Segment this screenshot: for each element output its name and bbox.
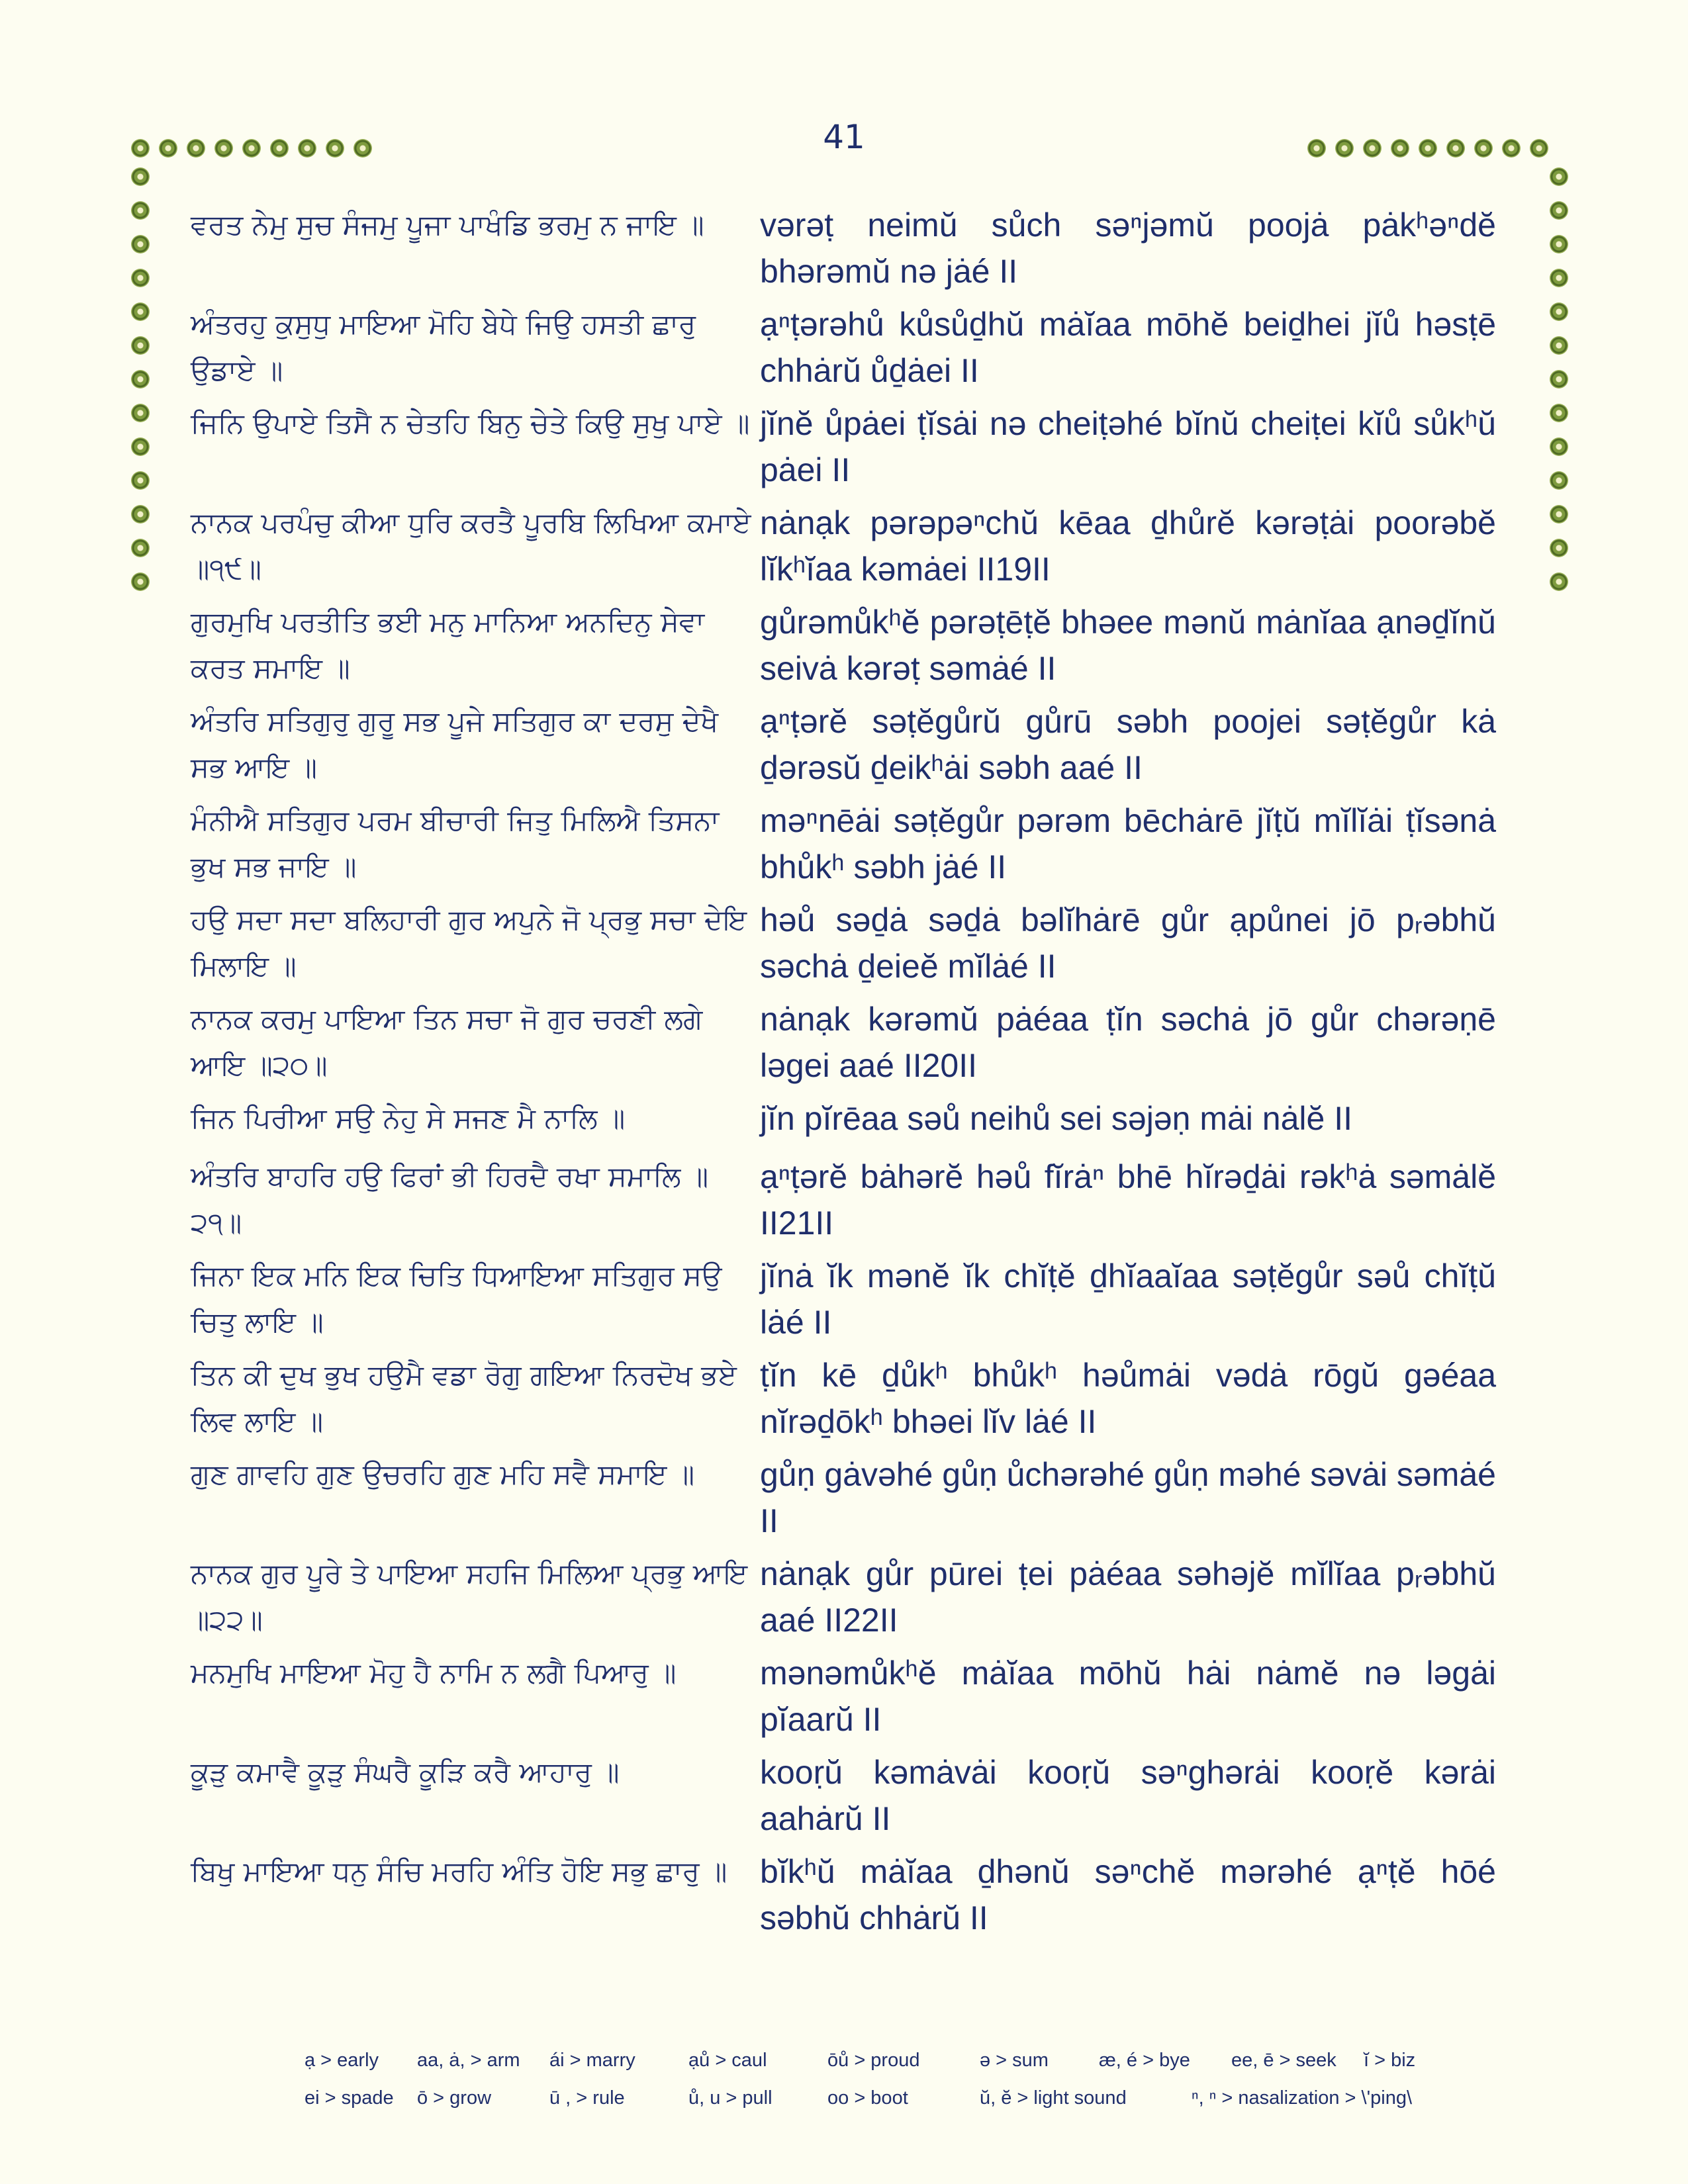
- legend-item: ĭ > biz: [1364, 2050, 1416, 2071]
- ornament-top-right: [1307, 139, 1548, 158]
- flower-icon: [1550, 505, 1568, 523]
- flower-icon: [1474, 139, 1493, 158]
- legend-item: æ, é > bye: [1099, 2050, 1190, 2071]
- flower-icon: [1391, 139, 1409, 158]
- verse-row: [191, 301, 1515, 400]
- flower-icon: [1363, 139, 1382, 158]
- flower-icon: [353, 139, 372, 158]
- ornament-top-left: [131, 139, 372, 158]
- gurmukhi-line: ਕੂੜੁ ਕਮਾਵੈ ਕੂੜੁ ਸੰਘਰੈ ਕੂੜਿ ਕਰੈ ਆਹਾਰੁ ॥: [191, 1756, 620, 1788]
- transliteration-line: kooṛŭ kəmȧvȧi kooṛŭ səⁿghərȧi kooṛĕ kərȧi aahȧrŭ II: [760, 1754, 1496, 1837]
- verse-row: [191, 500, 1515, 599]
- gurmukhi-line: ਨਾਨਕ ਪਰਪੰਚੁ ਕੀਆ ਧੁਰਿ ਕਰਤੈ ਪੂਰਬਿ ਲਿਖਿਆ ਕਮਾਏ ॥੧੯॥: [191, 506, 751, 585]
- flower-icon: [1502, 139, 1521, 158]
- flower-icon: [131, 437, 150, 456]
- flower-icon: [1446, 139, 1465, 158]
- verse-row: [191, 1749, 1515, 1848]
- flower-icon: [131, 370, 150, 388]
- transliteration-line: ạⁿṭərəhů kůsůḏhŭ mȧĭaa mōhĕ beiḏhei jĭů həsṭē chhȧrŭ ůḏȧei II: [760, 306, 1496, 389]
- gurmukhi-line: ਜਿਨ ਪਿਰੀਆ ਸਉ ਨੇਹੁ ਸੇ ਸਜਣ ਮੈ ਨਾਲਿ ॥: [191, 1102, 626, 1134]
- verse-row: [191, 1095, 1515, 1154]
- transliteration-line: gůṇ gȧvəhé gůṇ ůchərəhé gůṇ məhé səvȧi səmȧé II: [760, 1456, 1496, 1539]
- gurmukhi-line: ਬਿਖੁ ਮਾਇਆ ਧਨੁ ਸੰਚਿ ਮਰਹਿ ਅੰਤਿ ਹੋਇ ਸਭੁ ਛਾਰੁ ॥: [191, 1855, 727, 1888]
- transliteration-line: mənəmůkʰĕ mȧĭaa mōhŭ hȧi nȧmĕ nə ləgȧi pĭaarŭ II: [760, 1655, 1496, 1738]
- transliteration-line: jĭnȧ ĭk mənĕ ĭk chĭṭĕ ḏhĭaaĭaa səṭĕgůr səů chĭṭŭ lȧé II: [760, 1257, 1496, 1341]
- verse-row: [191, 599, 1515, 698]
- verse-row: [191, 202, 1515, 301]
- flower-icon: [298, 139, 316, 158]
- pronunciation-legend: [305, 2042, 1496, 2117]
- flower-icon: [1550, 370, 1568, 388]
- flower-icon: [131, 336, 150, 355]
- verse-row: [191, 1650, 1515, 1749]
- flower-icon: [1550, 572, 1568, 591]
- flower-icon: [1550, 201, 1568, 220]
- gurmukhi-line: ਅੰਤਰਹੁ ਕੁਸੁਧੁ ਮਾਇਆ ਮੋਹਿ ਬੇਧੇ ਜਿਉ ਹਸਤੀ ਛਾਰੁ ਉਡਾਏ ॥: [191, 308, 696, 387]
- flower-icon: [1550, 269, 1568, 287]
- flower-icon: [131, 404, 150, 422]
- transliteration-line: jĭnĕ ůpȧei ṭĭsȧi nə cheiṭəhé bĭnŭ cheiṭei kĭů sůkʰŭ pȧei II: [760, 405, 1496, 488]
- flower-icon: [131, 235, 150, 253]
- verse-row: [191, 996, 1515, 1095]
- verse-row: [191, 400, 1515, 500]
- verse-row: [191, 1551, 1515, 1650]
- flower-icon: [1530, 139, 1548, 158]
- verse-row: [191, 1352, 1515, 1451]
- flower-icon: [1550, 404, 1568, 422]
- flower-icon: [1550, 167, 1568, 186]
- flower-icon: [1550, 235, 1568, 253]
- transliteration-line: məⁿnēȧi səṭĕgůr pərəm bēchȧrē jĭṭŭ mĭlĭȧi ṭĭsənȧ bhůkʰ səbh jȧé II: [760, 802, 1496, 886]
- verse-row: [191, 1154, 1515, 1253]
- ornament-left-column: [131, 167, 150, 591]
- flower-icon: [1335, 139, 1354, 158]
- transliteration-line: ạⁿṭərĕ səṭĕgůrŭ gůrū səbh poojei səṭĕgůr kȧ ḏərəsŭ ḏeikʰȧi səbh aaé II: [760, 703, 1496, 786]
- flower-icon: [131, 269, 150, 287]
- legend-item: ōů > proud: [827, 2050, 920, 2071]
- verse-row: [191, 698, 1515, 797]
- transliteration-line: jĭn pĭrēaa səů neihů sei səjəṇ mȧi nȧlĕ II: [760, 1100, 1352, 1137]
- gurmukhi-line: ਨਾਨਕ ਗੁਰ ਪੂਰੇ ਤੇ ਪਾਇਆ ਸਹਜਿ ਮਿਲਿਆ ਪ੍ਰਭੁ ਆਇ ॥੨੨॥: [191, 1557, 748, 1636]
- legend-item: ŭ, ĕ > light sound: [980, 2087, 1127, 2109]
- legend-row: [305, 2079, 1496, 2117]
- gurmukhi-line: ਨਾਨਕ ਕਰਮੁ ਪਾਇਆ ਤਿਨ ਸਚਾ ਜੋ ਗੁਰ ਚਰਣੀ ਲਗੇ ਆਇ ॥੨੦॥: [191, 1003, 703, 1081]
- transliteration-line: ạⁿṭərĕ bȧhərĕ həů fĭrȧⁿ bhē hĭrəḏȧi rəkʰȧ səmȧlĕ II21II: [760, 1158, 1496, 1242]
- legend-item: ái > marry: [549, 2050, 635, 2071]
- gurmukhi-line: ਗੁਣ ਗਾਵਹਿ ਗੁਣ ਉਚਰਹਿ ਗੁਣ ਮਹਿ ਸਵੈ ਸਮਾਇ ॥: [191, 1458, 695, 1490]
- gurmukhi-line: ਗੁਰਮੁਖਿ ਪਰਤੀਤਿ ਭਈ ਮਨੁ ਮਾਨਿਆ ਅਨਦਿਨੁ ਸੇਵਾ ਕਰਤ ਸਮਾਇ ॥: [191, 606, 705, 684]
- transliteration-line: gůrəmůkʰĕ pərəṭēṭĕ bhəee mənŭ mȧnĭaa ạnəḏĭnŭ seivȧ kərəṭ səmȧé II: [760, 604, 1496, 687]
- flower-icon: [1419, 139, 1437, 158]
- verse-list: [191, 202, 1515, 1948]
- transliteration-line: həů səḏȧ səḏȧ bəlĭhȧrē gůr ạpůnei jō pᵣəbhŭ səchȧ ḏeieĕ mĭlȧé II: [760, 901, 1496, 985]
- flower-icon: [131, 505, 150, 523]
- legend-item: ⁿ, ⁿ > nasalization > \'ping\: [1192, 2087, 1413, 2109]
- legend-item: aa, ȧ, > arm: [417, 2050, 520, 2071]
- flower-icon: [1550, 471, 1568, 490]
- transliteration-line: nȧnạk gůr pūrei ṭei pȧéaa səhəjĕ mĭlĭaa pᵣəbhŭ aaé II22II: [760, 1555, 1496, 1639]
- gurmukhi-line: ਅੰਤਰਿ ਸਤਿਗੁਰੁ ਗੁਰੂ ਸਭ ਪੂਜੇ ਸਤਿਗੁਰ ਕਾ ਦਰਸੁ ਦੇਖੈ ਸਭ ਆਇ ॥: [191, 705, 719, 784]
- flower-icon: [131, 471, 150, 490]
- flower-icon: [187, 139, 205, 158]
- gurmukhi-line: ਮਨਮੁਖਿ ਮਾਇਆ ਮੋਹੁ ਹੈ ਨਾਮਿ ਨ ਲਗੈ ਪਿਆਰੁ ॥: [191, 1657, 677, 1689]
- gurmukhi-line: ਤਿਨ ਕੀ ਦੁਖ ਭੁਖ ਹਉਮੈ ਵਡਾ ਰੋਗੁ ਗਇਆ ਨਿਰਦੋਖ ਭਏ ਲਿਵ ਲਾਇ ॥: [191, 1359, 737, 1437]
- verse-row: [191, 1848, 1515, 1948]
- legend-item: ạ > early: [305, 2050, 379, 2071]
- gurmukhi-line: ਜਿਨਾ ਇਕ ਮਨਿ ਇਕ ਚਿਤਿ ਧਿਆਇਆ ਸਤਿਗੁਰ ਸਉ ਚਿਤੁ ਲਾਇ ॥: [191, 1259, 722, 1338]
- legend-item: ei > spade: [305, 2087, 394, 2109]
- transliteration-line: nȧnạk kərəmŭ pȧéaa ṭĭn səchȧ jō gůr chərəṇē ləgei aaé II20II: [760, 1001, 1496, 1084]
- flower-icon: [1550, 302, 1568, 321]
- flower-icon: [131, 139, 150, 158]
- legend-item: ō > grow: [417, 2087, 492, 2109]
- flower-icon: [1550, 539, 1568, 557]
- flower-icon: [159, 139, 177, 158]
- gurmukhi-line: ਵਰਤ ਨੇਮੁ ਸੁਚ ਸੰਜਮੁ ਪੂਜਾ ਪਾਖੰਡਿ ਭਰਮੁ ਨ ਜਾਇ ॥: [191, 208, 704, 241]
- legend-row: [305, 2042, 1496, 2079]
- gurmukhi-line: ਹਉ ਸਦਾ ਸਦਾ ਬਲਿਹਾਰੀ ਗੁਰ ਅਪੁਨੇ ਜੋ ਪ੍ਰਭੁ ਸਚਾ ਦੇਇ ਮਿਲਾਇ ॥: [191, 903, 747, 982]
- flower-icon: [1307, 139, 1326, 158]
- flower-icon: [214, 139, 233, 158]
- verse-row: [191, 797, 1515, 897]
- legend-item: ū , > rule: [549, 2087, 625, 2109]
- flower-icon: [326, 139, 344, 158]
- verse-row: [191, 1451, 1515, 1551]
- page-number: 41: [823, 118, 865, 156]
- legend-item: ů, u > pull: [688, 2087, 773, 2109]
- legend-item: ə > sum: [980, 2050, 1049, 2071]
- legend-item: ee, ē > seek: [1231, 2050, 1336, 2071]
- flower-icon: [131, 201, 150, 220]
- verse-row: [191, 1253, 1515, 1352]
- legend-item: oo > boot: [827, 2087, 908, 2109]
- gurmukhi-line: ਅੰਤਰਿ ਬਾਹਰਿ ਹਉ ਫਿਰਾਂ ਭੀ ਹਿਰਦੈ ਰਖਾ ਸਮਾਲਿ ॥੨੧॥: [191, 1160, 709, 1239]
- flower-icon: [1550, 437, 1568, 456]
- flower-icon: [131, 167, 150, 186]
- transliteration-line: nȧnạk pərəpəⁿchŭ kēaa ḏhůrĕ kərəṭȧi poorəbĕ lĭkʰĭaa kəmȧei II19II: [760, 504, 1496, 588]
- flower-icon: [242, 139, 261, 158]
- flower-icon: [131, 302, 150, 321]
- transliteration-line: vərəṭ neimŭ sůch səⁿjəmŭ poojȧ pȧkʰəⁿdĕ bhərəmŭ nə jȧé II: [760, 206, 1496, 290]
- transliteration-line: ṭĭn kē ḏůkʰ bhůkʰ həůmȧi vədȧ rōgŭ gəéaa nĭrəḏōkʰ bhəei lĭv lȧé II: [760, 1357, 1496, 1440]
- transliteration-line: bĭkʰŭ mȧĭaa ḏhənŭ səⁿchĕ mərəhé ạⁿṭĕ hōé səbhŭ chhȧrŭ II: [760, 1853, 1496, 1936]
- flower-icon: [131, 572, 150, 591]
- verse-row: [191, 897, 1515, 996]
- ornament-right-column: [1550, 167, 1568, 591]
- flower-icon: [1550, 336, 1568, 355]
- gurmukhi-line: ਮੰਨੀਐ ਸਤਿਗੁਰ ਪਰਮ ਬੀਚਾਰੀ ਜਿਤੁ ਮਿਲਿਐ ਤਿਸਨਾ ਭੁਖ ਸਭ ਜਾਇ ॥: [191, 804, 720, 883]
- flower-icon: [270, 139, 289, 158]
- gurmukhi-line: ਜਿਨਿ ਉਪਾਏ ਤਿਸੈ ਨ ਚੇਤਹਿ ਬਿਨੁ ਚੇਤੇ ਕਿਉ ਸੁਖੁ ਪਾਏ ॥: [191, 407, 750, 439]
- flower-icon: [131, 539, 150, 557]
- legend-item: ạů > caul: [688, 2050, 767, 2071]
